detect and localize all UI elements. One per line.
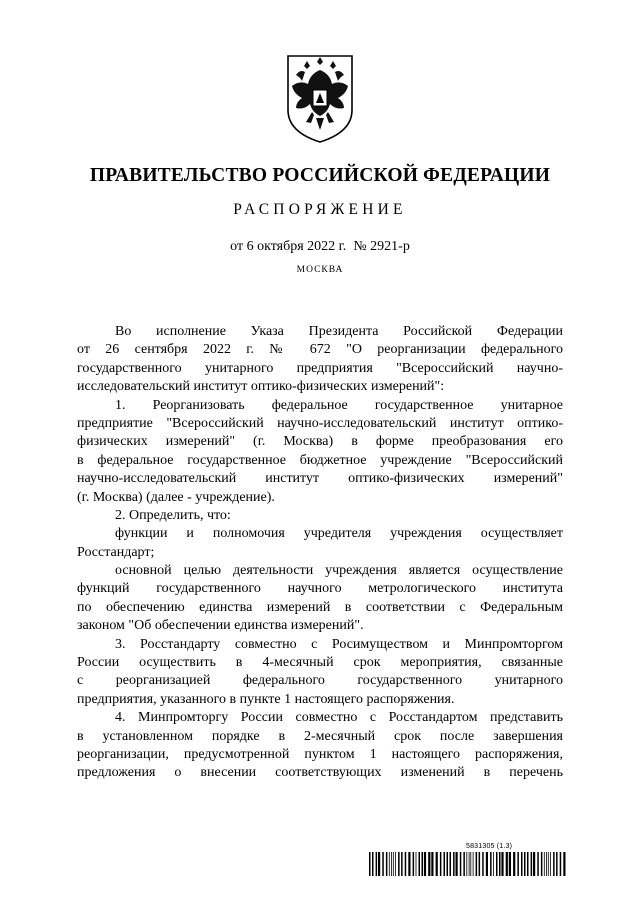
barcode-bar: [408, 852, 410, 876]
barcode-bar: [493, 852, 494, 876]
barcode-bar: [548, 852, 549, 876]
text-line: основной целью деятельности учреждения является осуществление: [115, 563, 563, 579]
coat-of-arms-emblem: [282, 52, 358, 144]
text-line: от 26 сентября 2022 г. № 672 "О реорганизации федерального: [77, 342, 563, 358]
barcode-bar: [463, 852, 465, 876]
barcode-bar: [460, 852, 462, 876]
barcode-bar: [509, 852, 511, 876]
barcode-bar: [541, 852, 543, 876]
barcode-bar: [550, 852, 551, 876]
barcode-bar: [517, 852, 519, 876]
barcode-bar: [476, 852, 478, 876]
barcode-bar: [544, 852, 545, 876]
text-line: с реорганизацией федерального государственного унитарного: [77, 673, 563, 689]
barcode-number: 5831305 (1.3): [466, 843, 513, 850]
text-line: 3. Росстандарту совместно с Росимуществом и Минпромторгом: [115, 636, 563, 652]
barcode-bar: [428, 852, 430, 876]
barcode-bar: [398, 852, 400, 876]
barcode-bar: [469, 852, 470, 876]
text-line: в федеральное государственное бюджетное учреждение "Всероссийский: [77, 452, 563, 468]
barcode-bar: [431, 852, 433, 876]
text-line: России осуществить в 4-месячный срок мероприятия, связанные: [77, 655, 563, 671]
barcode-bar: [537, 852, 539, 876]
text-line: функций государственного научного метрологического института: [77, 581, 563, 597]
barcode-bar: [419, 852, 421, 876]
document-number: № 2921-р: [353, 239, 410, 254]
text-line: функции и полномочия учредителя учреждения осуществляет: [115, 526, 563, 542]
barcode-bar: [386, 852, 388, 876]
barcode-bar: [521, 852, 523, 876]
text-line: Во исполнение Указа Президента Российской Федерации: [115, 324, 563, 339]
text-line: (г. Москва) (далее - учреждение).: [77, 489, 275, 505]
barcode-bar: [424, 852, 426, 876]
barcode-bar: [486, 852, 488, 876]
document-city: МОСКВА: [296, 265, 344, 275]
text-line: исследовательский институт оптико-физических измерений":: [77, 379, 445, 395]
text-line: 4. Минпромторгу России совместно с Росстандартом представить: [115, 710, 563, 726]
barcode-bar: [450, 852, 452, 876]
barcode-bar: [378, 852, 380, 876]
barcode-bar: [422, 852, 424, 876]
text-line: предприятия, указанного в пункте 1 настоящего распоряжения.: [77, 691, 455, 707]
barcode-bar: [413, 852, 415, 876]
barcode-bar: [546, 852, 547, 876]
document-type: РАСПОРЯЖЕНИЕ: [233, 201, 407, 218]
barcode-bar: [466, 852, 467, 876]
barcode-bar: [473, 852, 474, 876]
barcode-bar: [393, 852, 394, 876]
barcode-bar: [391, 852, 392, 876]
text-line: предприятие "Всероссийский научно-исследовательский институт оптико-: [77, 415, 563, 431]
document-body: [77, 323, 563, 783]
barcode-bar: [496, 852, 498, 876]
barcode-bar: [456, 852, 458, 876]
barcode-bar: [447, 852, 449, 876]
document-date-number: [0, 239, 640, 255]
barcode-bar: [563, 852, 565, 876]
text-line: законом "Об обеспечении единства измерений".: [77, 618, 364, 634]
barcode-bar: [560, 852, 562, 876]
text-line: в установленном порядке в 2-месячный срок после завершения: [77, 728, 563, 744]
government-title: ПРАВИТЕЛЬСТВО РОССИЙСКОЙ ФЕДЕРАЦИИ: [89, 165, 551, 186]
text-line: по обеспечению единства измерений в соответствии с Федеральным: [77, 599, 563, 615]
barcode-bar: [436, 852, 438, 876]
barcode-bar: [527, 852, 529, 876]
barcode: [369, 852, 567, 876]
barcode-bar: [372, 852, 374, 876]
barcode-bar: [444, 852, 446, 876]
barcode-bar: [479, 852, 481, 876]
text-line: физических измерений" (г. Москва) в форме преобразования его: [77, 434, 563, 450]
text-line: научно-исследовательский институт оптико-физических измерений": [77, 471, 563, 487]
barcode-bar: [490, 852, 492, 876]
text-line: предложения о внесении соответствующих изменений в перечень: [77, 765, 563, 781]
text-line: 2. Определить, что:: [115, 507, 231, 523]
barcode-bar: [513, 852, 515, 876]
barcode-bar: [376, 852, 378, 876]
barcode-bar: [416, 852, 417, 876]
text-line: 1. Реорганизовать федеральное государственное унитарное: [115, 397, 563, 413]
barcode-bar: [531, 852, 533, 876]
text-line: государственного унитарного предприятия "Всероссийский научно-: [77, 360, 563, 376]
barcode-bar: [395, 852, 396, 876]
barcode-bar: [382, 852, 384, 876]
barcode-bar: [556, 852, 558, 876]
barcode-bar: [389, 852, 390, 876]
barcode-bar: [482, 852, 484, 876]
barcode-bar: [524, 852, 526, 876]
barcode-bar: [553, 852, 555, 876]
text-line: реорганизации, предусмотренной пунктом 1 настоящего распоряжения,: [77, 746, 563, 762]
barcode-bar: [440, 852, 442, 876]
barcode-bar: [401, 852, 403, 876]
text-line: Росстандарт;: [77, 544, 155, 560]
barcode-bar: [506, 852, 508, 876]
barcode-bar: [405, 852, 407, 876]
document-date: от 6 октября 2022 г.: [230, 239, 347, 254]
barcode-bar: [533, 852, 535, 876]
barcode-bar: [369, 852, 371, 876]
barcode-bar: [501, 852, 503, 876]
barcode-bar: [499, 852, 501, 876]
barcode-bar: [453, 852, 455, 876]
barcode-bar: [470, 852, 471, 876]
